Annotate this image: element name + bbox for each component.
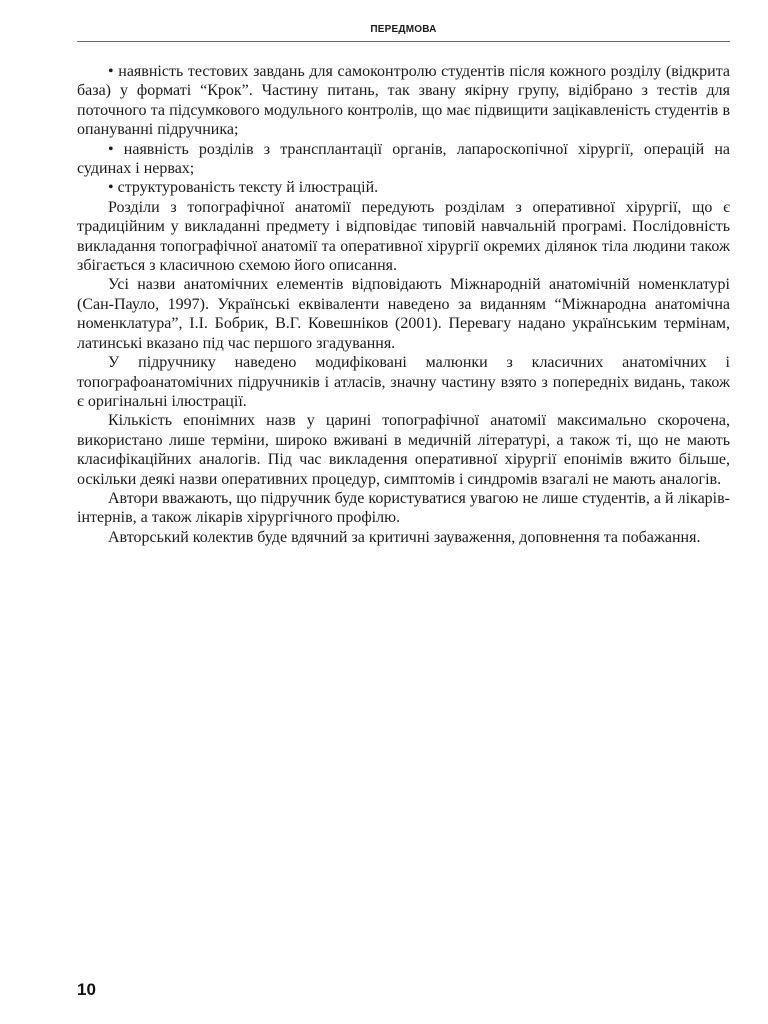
running-header: ПЕРЕДМОВА [370, 24, 437, 35]
paragraph: • структурованість тексту й ілюстрацій. [108, 179, 379, 197]
paragraph: Усі назви анатомічних елементів відповідають Міжнародній анатомічній номенклатурі (Сан-Пауло, 1997). Українські еквіваленти наведено за виданням “Міжнародна анатомічна номенклатура”, І.І. Бобрик, В.Г. Ковешніков (2001). Перевагу надано українським термінам, латинські вказано під час першого згадування. [77, 276, 730, 352]
paragraph: • наявність тестових завдань для самоконтролю студентів після кожного розділу (відкрита база) у форматі “Крок”. Частину питань, так звану якірну групу, відібрано з тестів для поточного та підсумкового модульного контролів, що має підвищити зацікавленість студентів в опануванні підручника; [77, 63, 730, 139]
paragraph: Кількість епонімних назв у царині топографічної анатомії максимально скорочена, використано лише терміни, широко вживані в медичній літературі, а також ті, що не мають класифікаційних аналогів. Під час викладення оперативної хірургії епонімів вжито більше, оскільки деякі назви оперативних процедур, симптомів і синдромів взагалі не мають аналогів. [77, 412, 730, 488]
paragraph: • наявність розділів з трансплантації органів, лапароскопічної хірургії, операцій на судинах і нервах; [77, 140, 730, 178]
paragraph: Авторський колектив буде вдячний за критичні зауваження, доповнення та побажання. [108, 528, 701, 546]
paragraph: Автори вважають, що підручник буде користуватися увагою не лише студентів, а й лікарів-інтернів, а також лікарів хірургічного профілю. [77, 489, 730, 527]
paragraph: Розділи з топографічної анатомії передують розділам з оперативної хірургії, що є традиційним у викладанні предмету і відповідає типовій навчальній програмі. Послідовність викладання топографічної анатомії та оперативної хірургії окремих ділянок тіла людини також збігається з класичною схемою його описання. [77, 198, 730, 275]
page-body [77, 62, 730, 547]
page-number: 10 [77, 980, 96, 999]
header-rule [77, 41, 730, 42]
paragraph: У підручнику наведено модифіковані малюнки з класичних анатомічних і топографоанатомічних підручників і атласів, значну частину взято з попередніх видань, також є оригінальні ілюстрації. [77, 354, 730, 410]
